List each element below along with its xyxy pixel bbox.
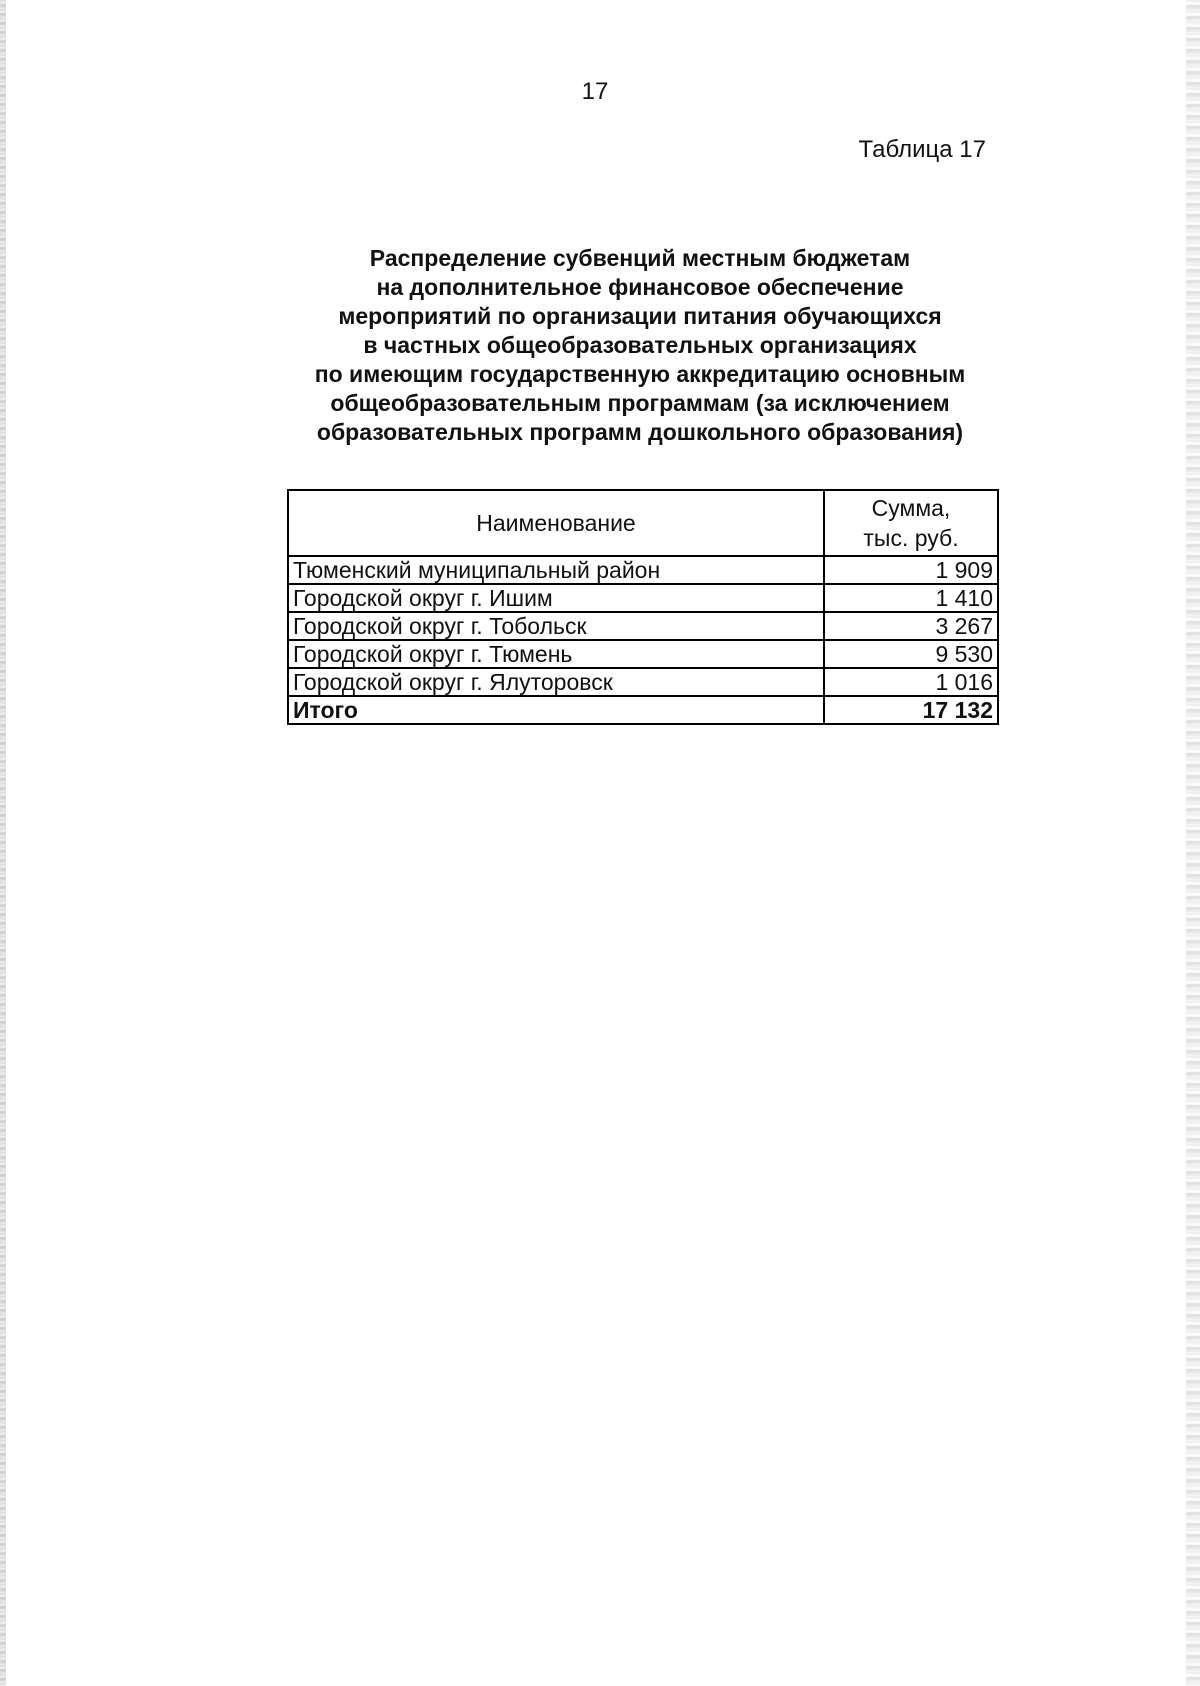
table-row bbox=[288, 556, 998, 584]
scan-edge-right bbox=[1186, 0, 1200, 1686]
page-number: 17 bbox=[581, 78, 609, 105]
table-row bbox=[288, 584, 998, 612]
table-total-row bbox=[288, 696, 998, 724]
header-sum-line1: Сумма, bbox=[871, 495, 951, 521]
row-sum: 1 016 bbox=[824, 668, 998, 696]
row-name: Городской округ г. Ишим bbox=[288, 584, 824, 612]
table-caption: Таблица 17 bbox=[858, 136, 986, 163]
row-sum: 1 909 bbox=[824, 556, 998, 584]
title-line: общеобразовательным программам (за исключением bbox=[330, 390, 950, 416]
row-sum: 3 267 bbox=[824, 612, 998, 640]
title-line: мероприятий по организации питания обучающихся bbox=[338, 303, 942, 329]
title-line: образовательных программ дошкольного образования) bbox=[316, 419, 964, 445]
row-name: Тюменский муниципальный район bbox=[288, 556, 824, 584]
title-line: в частных общеобразовательных организациях bbox=[363, 332, 917, 358]
row-sum: 9 530 bbox=[824, 640, 998, 668]
title-line: на дополнительное финансовое обеспечение bbox=[376, 274, 904, 300]
total-label: Итого bbox=[288, 696, 824, 724]
row-sum: 1 410 bbox=[824, 584, 998, 612]
row-name: Городской округ г. Тобольск bbox=[288, 612, 824, 640]
table-row bbox=[288, 668, 998, 696]
table-row bbox=[288, 612, 998, 640]
scan-edge-left bbox=[0, 0, 6, 1686]
title-line: Распределение субвенций местным бюджетам bbox=[369, 245, 911, 271]
row-name: Городской округ г. Тюмень bbox=[288, 640, 824, 668]
document-title bbox=[290, 244, 990, 447]
total-sum: 17 132 bbox=[824, 696, 998, 724]
header-sum-line2: тыс. руб. bbox=[863, 525, 959, 551]
row-name: Городской округ г. Ялуторовск bbox=[288, 668, 824, 696]
table-row bbox=[288, 640, 998, 668]
header-sum bbox=[824, 490, 998, 556]
title-line: по имеющим государственную аккредитацию основным bbox=[314, 361, 966, 387]
subventions-table bbox=[287, 489, 999, 725]
header-name: Наименование bbox=[288, 490, 824, 556]
table-header-row bbox=[288, 490, 998, 556]
